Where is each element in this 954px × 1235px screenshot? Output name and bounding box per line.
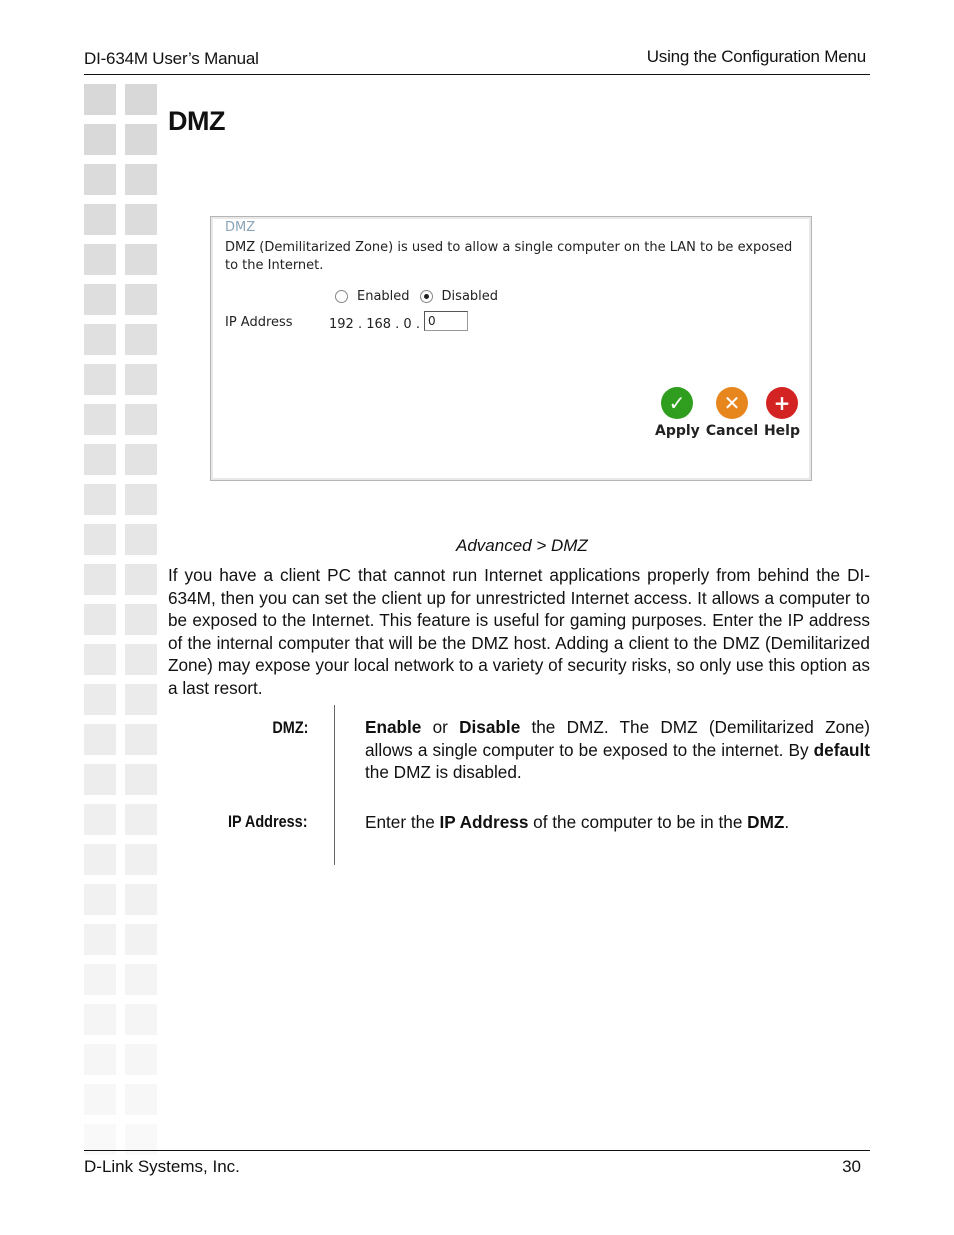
decorative-square (125, 964, 157, 995)
decorative-square (84, 484, 116, 515)
decorative-square (84, 204, 116, 235)
manual-title: DI-634M User’s Manual (84, 49, 259, 68)
cancel-x-icon: ✕ (716, 387, 748, 419)
decorative-square (125, 564, 157, 595)
decorative-square (125, 284, 157, 315)
ip-def-text-2: of the computer to be in the (528, 812, 748, 832)
decorative-square (84, 804, 116, 835)
decorative-square (84, 284, 116, 315)
ip-def-bold-2: DMZ (747, 812, 785, 832)
company-name: D-Link Systems, Inc. (84, 1157, 240, 1176)
decorative-square (125, 444, 157, 475)
decorative-square (84, 244, 116, 275)
decorative-square (84, 644, 116, 675)
decorative-square (125, 244, 157, 275)
decorative-square (84, 1084, 116, 1115)
page-number: 30 (842, 1157, 861, 1176)
dmz-definition (365, 716, 870, 784)
enable-word: Enable (365, 717, 422, 737)
decorative-square (84, 844, 116, 875)
decorative-square (125, 1044, 157, 1075)
help-button[interactable] (763, 387, 801, 439)
decorative-square (84, 964, 116, 995)
apply-button[interactable] (655, 387, 699, 439)
decorative-square (84, 364, 116, 395)
decorative-square (125, 764, 157, 795)
apply-label: Apply (655, 423, 700, 439)
decorative-square (84, 564, 116, 595)
cancel-label: Cancel (705, 423, 759, 439)
decorative-square (125, 644, 157, 675)
ip-last-octet-input[interactable]: 0 (424, 311, 468, 331)
ip-address-label: IP Address (225, 315, 293, 330)
decorative-square (84, 764, 116, 795)
decorative-square (125, 844, 157, 875)
decorative-square (125, 524, 157, 555)
decorative-square (84, 524, 116, 555)
definition-divider (334, 705, 335, 865)
ip-def-text-1: Enter the (365, 812, 440, 832)
dmz-settings-screenshot (210, 216, 812, 481)
decorative-square (125, 364, 157, 395)
decorative-square (125, 804, 157, 835)
decorative-square (125, 604, 157, 635)
decorative-square (125, 324, 157, 355)
decorative-square (84, 164, 116, 195)
help-label: Help (763, 423, 801, 439)
decorative-square (84, 444, 116, 475)
ip-def-text-3: . (784, 812, 790, 832)
enabled-label: Enabled (357, 289, 410, 304)
decorative-square (84, 124, 116, 155)
ip-address-term: IP Address: (228, 812, 308, 831)
panel-description: DMZ (Demilitarized Zone) is used to allow a single computer on the LAN to be exposed to the Internet. (225, 240, 793, 273)
decorative-square (84, 324, 116, 355)
figure-caption: Advanced > DMZ (456, 536, 588, 555)
decorative-square (125, 84, 157, 115)
page-header (84, 46, 870, 75)
dmz-radio-group (335, 289, 508, 304)
dmz-def-text-1: the DMZ. The DMZ (Demilitarized Zone) allows a single computer to be exposed to the internet. By (365, 717, 870, 760)
help-plus-icon: + (766, 387, 798, 419)
decorative-square (125, 484, 157, 515)
decorative-square (84, 1044, 116, 1075)
or-word: or (421, 717, 460, 737)
decorative-square (125, 884, 157, 915)
enabled-radio[interactable] (335, 290, 348, 303)
panel-title: DMZ (225, 220, 256, 235)
disabled-label: Disabled (441, 289, 499, 304)
disabled-radio[interactable] (420, 290, 433, 303)
page-footer (84, 1150, 870, 1181)
checkmark-icon: ✓ (661, 387, 693, 419)
decorative-square (84, 404, 116, 435)
disable-word: Disable (459, 717, 521, 737)
decorative-square (125, 204, 157, 235)
decorative-square (84, 1004, 116, 1035)
decorative-square (125, 1084, 157, 1115)
ip-address-definition (365, 811, 870, 834)
dmz-term: DMZ: (271, 718, 308, 737)
decorative-square (84, 924, 116, 955)
dmz-def-text-2: the DMZ is disabled. (365, 762, 522, 782)
decorative-square (125, 1004, 157, 1035)
ip-prefix: 192 . 168 . 0 . (329, 317, 420, 332)
decorative-square (125, 724, 157, 755)
decorative-square (125, 924, 157, 955)
decorative-square (125, 164, 157, 195)
decorative-square (84, 884, 116, 915)
default-word: default (813, 739, 870, 760)
decorative-square (125, 124, 157, 155)
decorative-square (84, 84, 116, 115)
decorative-square (84, 684, 116, 715)
decorative-squares (84, 84, 160, 1154)
section-title: Using the Configuration Menu (646, 47, 866, 66)
decorative-square (125, 684, 157, 715)
cancel-button[interactable] (705, 387, 759, 439)
decorative-square (84, 604, 116, 635)
decorative-square (84, 724, 116, 755)
body-paragraph: If you have a client PC that cannot run Internet applications properly from behind the DI-634M, then you can set the client up for unrestricted Internet access. It allows a computer to be exposed to the Internet. This feature is useful for gaming purposes. Enter the IP address of the internal computer that will be the DMZ host. Adding a client to the DMZ (Demilitarized Zone) may expose your local network to a variety of security risks, so only use this option as a last resort. (168, 565, 870, 698)
decorative-square (125, 404, 157, 435)
ip-def-bold-1: IP Address (439, 812, 529, 832)
page-title: DMZ (168, 106, 225, 136)
